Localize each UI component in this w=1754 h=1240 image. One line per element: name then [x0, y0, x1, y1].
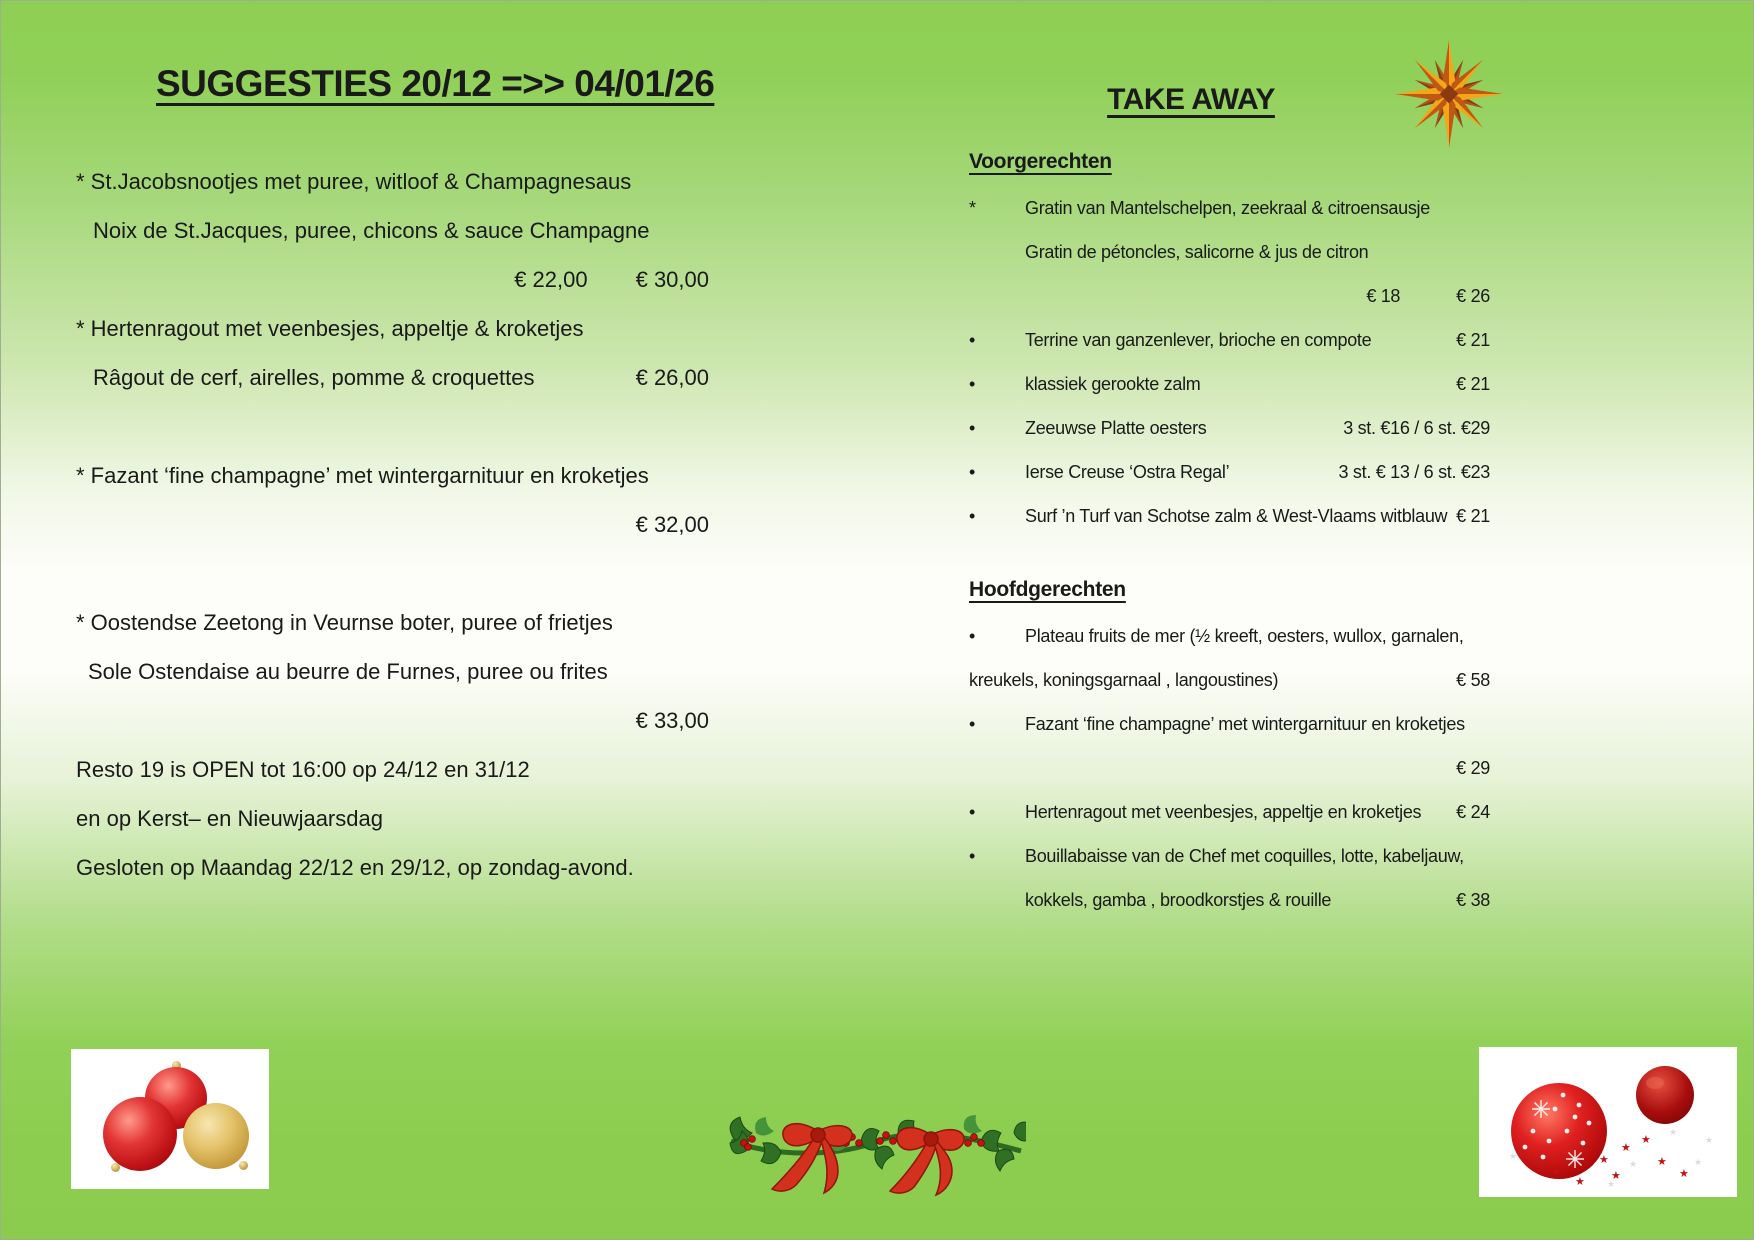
- bullet-marker: •: [969, 330, 976, 350]
- svg-text:★: ★: [1551, 1166, 1561, 1178]
- moravian-star-icon: [1391, 39, 1507, 149]
- baubles-image-left: [71, 1049, 269, 1189]
- item-price: € 38: [1456, 890, 1490, 910]
- spacer: [969, 538, 1490, 570]
- item-price: € 32,00: [635, 512, 709, 537]
- menu-item: [969, 494, 1490, 538]
- item-price: 3 st. € 13 / 6 st. €23: [1338, 462, 1490, 482]
- note-text: Resto 19 is OPEN tot 16:00 op 24/12 en 31/12: [76, 757, 530, 782]
- item-price: € 24: [1456, 802, 1490, 822]
- section-header-hoofdgerechten: Hoofdgerechten: [969, 578, 1126, 601]
- item-text: klassiek gerookte zalm: [1025, 374, 1201, 394]
- item-price: € 18: [1366, 286, 1401, 306]
- item-text: Sole Ostendaise au beurre de Furnes, puree ou frites: [88, 659, 608, 684]
- item-price: € 58: [1456, 670, 1490, 690]
- svg-text:★: ★: [1509, 1151, 1518, 1161]
- menu-item: [969, 450, 1490, 494]
- menu-item-line: [76, 598, 709, 647]
- price-line: [969, 746, 1490, 790]
- price-line: [969, 274, 1490, 318]
- menu-item-line: [76, 206, 709, 255]
- svg-text:★: ★: [1694, 1157, 1703, 1167]
- spacer: [76, 402, 709, 451]
- bullet-marker: •: [969, 846, 976, 866]
- menu-item-line: [969, 230, 1490, 274]
- note-text: Gesloten op Maandag 22/12 en 29/12, op zondag-avond.: [76, 855, 634, 880]
- baubles-graphic: [1479, 1047, 1737, 1197]
- suggestions-column: [76, 57, 715, 892]
- item-price: € 21: [1456, 330, 1490, 350]
- marker-spacer: [969, 878, 1025, 922]
- item-price: € 30,00: [635, 267, 709, 292]
- star-graphic: [1391, 39, 1507, 149]
- svg-text:★: ★: [1629, 1159, 1638, 1169]
- item-text: Gratin de pétoncles, salicorne & jus de citron: [1025, 242, 1369, 262]
- opening-hours-note: [76, 794, 709, 843]
- menu-item-line: [76, 353, 709, 402]
- svg-text:★: ★: [1705, 1135, 1714, 1145]
- menu-item: [969, 186, 1490, 230]
- bullet-marker: •: [969, 462, 976, 482]
- item-price: € 26: [1456, 286, 1490, 306]
- item-text: Terrine van ganzenlever, brioche en compote: [1025, 330, 1372, 350]
- item-price: € 21: [1456, 374, 1490, 394]
- opening-hours-note: [76, 745, 709, 794]
- item-price: 3 st. €16 / 6 st. €29: [1343, 418, 1490, 438]
- note-text: en op Kerst– en Nieuwjaarsdag: [76, 806, 383, 831]
- svg-text:★: ★: [1621, 1142, 1631, 1154]
- closing-note: [76, 843, 709, 892]
- item-text: Fazant ‘fine champagne’ met wintergarnituur en kroketjes: [1025, 714, 1465, 734]
- svg-text:★: ★: [1657, 1156, 1667, 1168]
- item-price: € 33,00: [635, 708, 709, 733]
- item-text: kokkels, gamba , broodkorstjes & rouille: [1025, 890, 1332, 910]
- marker-spacer: [969, 230, 1025, 274]
- item-text: Ierse Creuse ‘Ostra Regal’: [1025, 462, 1230, 482]
- suggestions-title: SUGGESTIES 20/12 =>> 04/01/26: [156, 63, 715, 104]
- item-text: * Fazant ‘fine champagne’ met wintergarnituur en kroketjes: [76, 463, 649, 488]
- menu-item: [969, 702, 1490, 746]
- menu-item: [969, 834, 1490, 878]
- bullet-marker: •: [969, 714, 976, 734]
- price-line: [76, 500, 709, 549]
- menu-item-line: [969, 878, 1490, 922]
- price-line: [76, 696, 709, 745]
- svg-text:★: ★: [1611, 1170, 1621, 1182]
- item-price: € 29: [1456, 758, 1490, 778]
- item-text: Noix de St.Jacques, puree, chicons & sauce Champagne: [93, 218, 650, 243]
- menu-item: [969, 406, 1490, 450]
- take-away-title: TAKE AWAY: [1107, 83, 1275, 116]
- item-text: Râgout de cerf, airelles, pomme & croquettes: [93, 365, 535, 390]
- item-text: * St.Jacobsnootjes met puree, witloof & Champagnesaus: [76, 169, 632, 194]
- item-price: € 22,00: [514, 267, 588, 292]
- item-text: Plateau fruits de mer (½ kreeft, oesters, wullox, garnalen,: [1025, 626, 1464, 646]
- bauble-cap: [111, 1163, 120, 1172]
- svg-text:★: ★: [1679, 1168, 1689, 1180]
- item-text: Zeeuwse Platte oesters: [1025, 418, 1207, 438]
- bullet-marker: •: [969, 802, 976, 822]
- svg-text:★: ★: [1641, 1134, 1651, 1146]
- garland-graphic: [726, 1089, 1026, 1219]
- item-text: * Oostendse Zeetong in Veurnse boter, puree of frietjes: [76, 610, 613, 635]
- item-text: * Hertenragout met veenbesjes, appeltje & kroketjes: [76, 316, 584, 341]
- item-price: € 21: [1456, 506, 1490, 526]
- menu-item-line: [969, 658, 1490, 702]
- item-text: Hertenragout met veenbesjes, appeltje en kroketjes: [1025, 802, 1422, 822]
- gold-bauble: [183, 1103, 249, 1169]
- bullet-marker: •: [969, 506, 976, 526]
- menu-item-line: [76, 157, 709, 206]
- bullet-marker: •: [969, 418, 976, 438]
- menu-item: [969, 318, 1490, 362]
- menu-item: [969, 362, 1490, 406]
- menu-item-line: [76, 304, 709, 353]
- section-header-voorgerechten: Voorgerechten: [969, 150, 1112, 173]
- svg-text:★: ★: [1575, 1176, 1585, 1188]
- item-text: Surf ’n Turf van Schotse zalm & West-Vlaams witblauw: [1025, 506, 1448, 526]
- bullet-marker: •: [969, 374, 976, 394]
- svg-text:★: ★: [1607, 1179, 1616, 1189]
- bauble-cap: [239, 1161, 248, 1170]
- item-text: Bouillabaisse van de Chef met coquilles, lotte, kabeljauw,: [1025, 846, 1464, 866]
- menu-item: [969, 790, 1490, 834]
- spacer: [76, 549, 709, 598]
- item-text: Gratin van Mantelschelpen, zeekraal & citroensausje: [1025, 198, 1430, 218]
- price-line: [76, 255, 709, 304]
- svg-text:★: ★: [1599, 1154, 1609, 1166]
- item-price: € 26,00: [635, 365, 709, 390]
- baubles-image-right: [1479, 1047, 1737, 1197]
- svg-text:★: ★: [1669, 1127, 1678, 1137]
- red-bauble: [103, 1097, 177, 1171]
- item-text: kreukels, koningsgarnaal , langoustines): [969, 670, 1279, 690]
- bullet-marker: •: [969, 626, 976, 646]
- menu-item-line: [76, 451, 709, 500]
- menu-item-line: [76, 647, 709, 696]
- menu-item: [969, 614, 1490, 658]
- holly-garland-image: [726, 1089, 1026, 1219]
- take-away-column: [969, 142, 1490, 922]
- asterisk-marker: *: [969, 198, 976, 218]
